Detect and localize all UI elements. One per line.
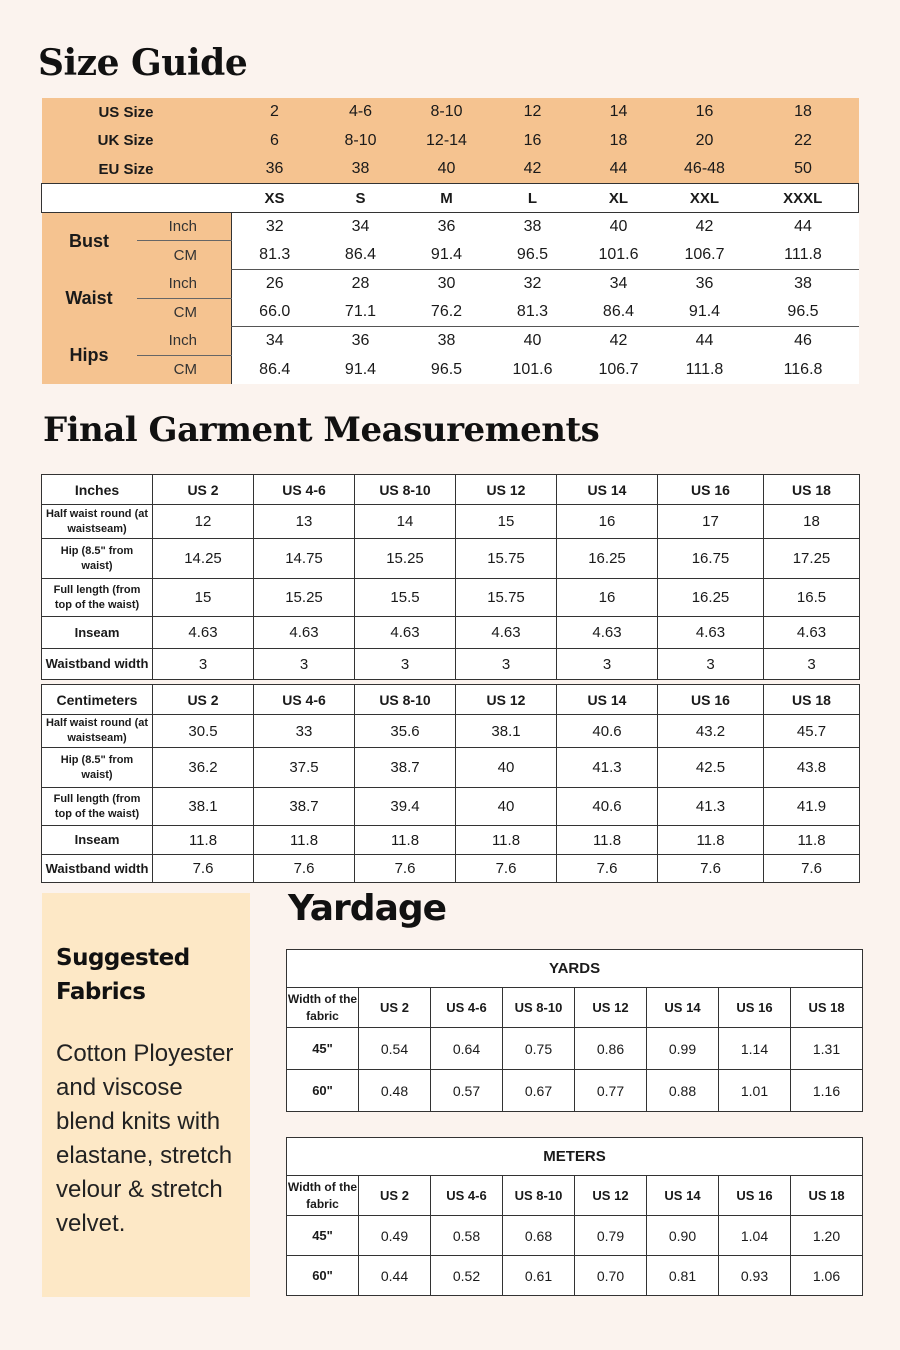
final-garment-centimeters-table <box>41 684 860 883</box>
measurement-value: 11.8 <box>153 826 254 855</box>
letter-size-blank <box>42 184 232 213</box>
yardage-value: 0.99 <box>647 1028 719 1070</box>
garment-measurement-row <box>42 855 860 883</box>
measurement-value: 116.8 <box>748 355 859 384</box>
size-system-label: US Size <box>42 98 232 127</box>
size-value: 44 <box>576 155 662 184</box>
size-header: US 4-6 <box>431 1176 503 1216</box>
size-header: US 8-10 <box>503 988 575 1028</box>
garment-measurement-row <box>42 748 860 788</box>
yardage-value: 0.79 <box>575 1216 647 1256</box>
size-conversion-row <box>42 155 859 184</box>
letter-size: L <box>490 184 576 213</box>
measurement-value: 14.25 <box>153 539 254 579</box>
measurement-value: 11.8 <box>254 826 355 855</box>
fabric-width-header: Width of the fabric <box>287 988 359 1028</box>
unit-label: CM <box>137 298 232 327</box>
measurement-value: 101.6 <box>490 355 576 384</box>
size-header: US 8-10 <box>503 1176 575 1216</box>
measurement-value: 18 <box>764 505 860 539</box>
size-value: 20 <box>662 127 748 156</box>
letter-size: XXL <box>662 184 748 213</box>
yardage-header-row <box>287 1176 863 1216</box>
yardage-value: 0.86 <box>575 1028 647 1070</box>
measurement-label: Full length (from top of the waist) <box>42 788 153 826</box>
size-value: 16 <box>490 127 576 156</box>
measurement-value: 35.6 <box>355 715 456 748</box>
size-header: US 16 <box>658 685 764 715</box>
suggested-fabrics-text: Cotton Ployester and viscose blend knits with elastane, stretch velour & stretch velvet. <box>56 1040 234 1237</box>
yardage-value: 1.16 <box>791 1070 863 1112</box>
yardage-value: 0.68 <box>503 1216 575 1256</box>
unit-label: CM <box>137 241 232 270</box>
measurement-value: 3 <box>355 649 456 680</box>
unit-header: Inches <box>42 475 153 505</box>
measurement-inch-row <box>42 327 859 356</box>
measurement-value: 3 <box>153 649 254 680</box>
measurement-value: 16.25 <box>658 579 764 617</box>
measurement-label: Hip (8.5" from waist) <box>42 539 153 579</box>
measurement-value: 106.7 <box>576 355 662 384</box>
measurement-value: 71.1 <box>318 298 404 327</box>
size-value: 14 <box>576 98 662 127</box>
measurement-cm-row <box>42 355 859 384</box>
size-value: 38 <box>318 155 404 184</box>
size-header: US 4-6 <box>254 475 355 505</box>
measurement-value: 26 <box>232 270 318 299</box>
measurement-value: 41.3 <box>557 748 658 788</box>
measurement-value: 11.8 <box>456 826 557 855</box>
yardage-title-row <box>287 950 863 988</box>
measurement-value: 11.8 <box>764 826 860 855</box>
measurement-value: 38.7 <box>254 788 355 826</box>
measurement-value: 7.6 <box>254 855 355 883</box>
yardage-value: 0.88 <box>647 1070 719 1112</box>
measurement-value: 40 <box>456 748 557 788</box>
yardage-value: 1.06 <box>791 1256 863 1296</box>
final-garment-inches-table <box>41 474 860 680</box>
yardage-value: 0.90 <box>647 1216 719 1256</box>
unit-label: Inch <box>137 212 232 241</box>
measurement-value: 38.7 <box>355 748 456 788</box>
measurement-value: 106.7 <box>662 241 748 270</box>
garment-measurement-row <box>42 617 860 649</box>
garment-measurement-row <box>42 788 860 826</box>
measurement-value: 96.5 <box>490 241 576 270</box>
yardage-row <box>287 1216 863 1256</box>
measurement-value: 15.75 <box>456 539 557 579</box>
measurement-value: 91.4 <box>404 241 490 270</box>
yardage-value: 1.31 <box>791 1028 863 1070</box>
garment-measurement-row <box>42 715 860 748</box>
size-value: 46-48 <box>662 155 748 184</box>
garment-measurement-row <box>42 826 860 855</box>
yardage-value: 0.70 <box>575 1256 647 1296</box>
letter-size: XS <box>232 184 318 213</box>
measurement-value: 43.8 <box>764 748 860 788</box>
measurement-value: 91.4 <box>318 355 404 384</box>
measurement-value: 4.63 <box>658 617 764 649</box>
yardage-row <box>287 1256 863 1296</box>
measurement-value: 4.63 <box>764 617 860 649</box>
size-value: 22 <box>748 127 859 156</box>
size-value: 2 <box>232 98 318 127</box>
size-header: US 14 <box>557 685 658 715</box>
measurement-label: Full length (from top of the waist) <box>42 579 153 617</box>
measurement-value: 86.4 <box>318 241 404 270</box>
size-header: US 2 <box>359 988 431 1028</box>
measurement-value: 17 <box>658 505 764 539</box>
size-header: US 12 <box>575 1176 647 1216</box>
measurement-value: 3 <box>764 649 860 680</box>
unit-label: Inch <box>137 270 232 299</box>
unit-label: CM <box>137 355 232 384</box>
measurement-label: Waistband width <box>42 649 153 680</box>
measurement-value: 16.5 <box>764 579 860 617</box>
size-header: US 8-10 <box>355 475 456 505</box>
measurement-value: 36 <box>404 212 490 241</box>
size-header: US 2 <box>153 685 254 715</box>
measurement-name: Bust <box>42 212 137 269</box>
yardage-value: 1.01 <box>719 1070 791 1112</box>
yardage-value: 0.58 <box>431 1216 503 1256</box>
measurement-value: 33 <box>254 715 355 748</box>
measurement-value: 76.2 <box>404 298 490 327</box>
yardage-unit-title: METERS <box>287 1138 863 1176</box>
measurement-value: 40 <box>490 327 576 356</box>
fabric-width-header: Width of the fabric <box>287 1176 359 1216</box>
measurement-value: 96.5 <box>748 298 859 327</box>
measurement-value: 39.4 <box>355 788 456 826</box>
size-conversion-row <box>42 98 859 127</box>
measurement-label: Inseam <box>42 617 153 649</box>
size-header: US 16 <box>719 988 791 1028</box>
size-guide-title: Size Guide <box>38 42 248 84</box>
measurement-value: 96.5 <box>404 355 490 384</box>
measurement-value: 86.4 <box>232 355 318 384</box>
measurement-value: 36 <box>662 270 748 299</box>
measurement-value: 7.6 <box>456 855 557 883</box>
measurement-cm-row <box>42 298 859 327</box>
yardage-yards-table <box>286 949 863 1112</box>
size-system-label: EU Size <box>42 155 232 184</box>
suggested-fabrics-title: Suggested Fabrics <box>56 945 190 1005</box>
measurement-value: 7.6 <box>557 855 658 883</box>
measurement-value: 16.75 <box>658 539 764 579</box>
measurement-label: Inseam <box>42 826 153 855</box>
measurement-value: 16.25 <box>557 539 658 579</box>
measurement-label: Hip (8.5" from waist) <box>42 748 153 788</box>
letter-size: S <box>318 184 404 213</box>
measurement-value: 32 <box>232 212 318 241</box>
measurement-value: 15.75 <box>456 579 557 617</box>
yardage-value: 0.75 <box>503 1028 575 1070</box>
measurement-value: 4.63 <box>557 617 658 649</box>
garment-measurement-row <box>42 649 860 680</box>
size-value: 40 <box>404 155 490 184</box>
size-header: US 14 <box>647 988 719 1028</box>
size-header: US 4-6 <box>254 685 355 715</box>
measurement-value: 38 <box>404 327 490 356</box>
measurement-value: 66.0 <box>232 298 318 327</box>
yardage-value: 0.81 <box>647 1256 719 1296</box>
measurement-value: 34 <box>318 212 404 241</box>
measurement-value: 34 <box>232 327 318 356</box>
letter-size: M <box>404 184 490 213</box>
measurement-value: 81.3 <box>232 241 318 270</box>
size-header: US 16 <box>658 475 764 505</box>
fabric-width-value: 60" <box>287 1256 359 1296</box>
measurement-value: 16 <box>557 579 658 617</box>
measurement-value: 11.8 <box>658 826 764 855</box>
size-value: 8-10 <box>318 127 404 156</box>
garment-measurement-row <box>42 539 860 579</box>
measurement-value: 36.2 <box>153 748 254 788</box>
size-value: 4-6 <box>318 98 404 127</box>
yardage-value: 0.57 <box>431 1070 503 1112</box>
measurement-name: Hips <box>42 327 137 384</box>
measurement-value: 30 <box>404 270 490 299</box>
size-value: 18 <box>748 98 859 127</box>
yardage-title-row <box>287 1138 863 1176</box>
yardage-header-row <box>287 988 863 1028</box>
measurement-value: 14 <box>355 505 456 539</box>
garment-measurement-row <box>42 579 860 617</box>
letter-size: XL <box>576 184 662 213</box>
measurement-value: 4.63 <box>456 617 557 649</box>
measurement-value: 16 <box>557 505 658 539</box>
measurement-value: 38 <box>748 270 859 299</box>
yardage-value: 1.20 <box>791 1216 863 1256</box>
yardage-unit-title: YARDS <box>287 950 863 988</box>
size-header: US 18 <box>791 988 863 1028</box>
measurement-value: 111.8 <box>662 355 748 384</box>
measurement-value: 34 <box>576 270 662 299</box>
size-system-label: UK Size <box>42 127 232 156</box>
measurement-value: 101.6 <box>576 241 662 270</box>
measurement-value: 111.8 <box>748 241 859 270</box>
measurement-value: 42 <box>662 212 748 241</box>
size-value: 36 <box>232 155 318 184</box>
measurement-value: 43.2 <box>658 715 764 748</box>
measurement-value: 32 <box>490 270 576 299</box>
size-header: US 18 <box>791 1176 863 1216</box>
yardage-value: 0.49 <box>359 1216 431 1256</box>
final-garment-title: Final Garment Measurements <box>43 410 600 450</box>
size-value: 18 <box>576 127 662 156</box>
fabric-width-value: 60" <box>287 1070 359 1112</box>
size-header: US 14 <box>557 475 658 505</box>
yardage-value: 0.77 <box>575 1070 647 1112</box>
measurement-value: 13 <box>254 505 355 539</box>
size-value: 8-10 <box>404 98 490 127</box>
size-value: 12 <box>490 98 576 127</box>
measurement-value: 15 <box>456 505 557 539</box>
size-header: US 18 <box>764 475 860 505</box>
yardage-row <box>287 1070 863 1112</box>
measurement-value: 11.8 <box>355 826 456 855</box>
measurement-value: 42.5 <box>658 748 764 788</box>
measurement-value: 41.9 <box>764 788 860 826</box>
measurement-value: 4.63 <box>254 617 355 649</box>
measurement-value: 15.25 <box>355 539 456 579</box>
measurement-value: 86.4 <box>576 298 662 327</box>
size-header: US 12 <box>575 988 647 1028</box>
unit-header: Centimeters <box>42 685 153 715</box>
measurement-value: 38.1 <box>456 715 557 748</box>
measurement-value: 42 <box>576 327 662 356</box>
yardage-value: 0.93 <box>719 1256 791 1296</box>
unit-label: Inch <box>137 327 232 356</box>
yardage-value: 0.52 <box>431 1256 503 1296</box>
size-value: 6 <box>232 127 318 156</box>
yardage-value: 0.44 <box>359 1256 431 1296</box>
measurement-value: 44 <box>662 327 748 356</box>
letter-size-row <box>42 184 859 213</box>
measurement-label: Half waist round (at waistseam) <box>42 505 153 539</box>
size-header: US 4-6 <box>431 988 503 1028</box>
size-header: US 12 <box>456 685 557 715</box>
size-header: US 16 <box>719 1176 791 1216</box>
measurement-value: 46 <box>748 327 859 356</box>
measurement-value: 15.25 <box>254 579 355 617</box>
yardage-value: 0.67 <box>503 1070 575 1112</box>
measurement-value: 3 <box>254 649 355 680</box>
measurement-value: 3 <box>557 649 658 680</box>
yardage-value: 0.48 <box>359 1070 431 1112</box>
measurement-value: 81.3 <box>490 298 576 327</box>
measurement-value: 38 <box>490 212 576 241</box>
measurement-label: Half waist round (at waistseam) <box>42 715 153 748</box>
measurement-value: 17.25 <box>764 539 860 579</box>
measurement-value: 28 <box>318 270 404 299</box>
yardage-meters-table <box>286 1137 863 1296</box>
measurement-value: 38.1 <box>153 788 254 826</box>
measurement-value: 91.4 <box>662 298 748 327</box>
measurement-value: 3 <box>456 649 557 680</box>
measurement-value: 7.6 <box>355 855 456 883</box>
measurement-value: 30.5 <box>153 715 254 748</box>
garment-measurement-row <box>42 505 860 539</box>
yardage-title: Yardage <box>288 888 447 929</box>
measurement-cm-row <box>42 241 859 270</box>
suggested-fabrics-panel <box>42 893 250 1297</box>
measurement-inch-row <box>42 212 859 241</box>
size-value: 42 <box>490 155 576 184</box>
measurement-value: 7.6 <box>764 855 860 883</box>
measurement-label: Waistband width <box>42 855 153 883</box>
measurement-value: 40.6 <box>557 788 658 826</box>
measurement-value: 36 <box>318 327 404 356</box>
yardage-value: 1.14 <box>719 1028 791 1070</box>
size-conversion-row <box>42 127 859 156</box>
measurement-value: 44 <box>748 212 859 241</box>
garment-header-row <box>42 475 860 505</box>
measurement-value: 40.6 <box>557 715 658 748</box>
garment-header-row <box>42 685 860 715</box>
size-value: 16 <box>662 98 748 127</box>
measurement-value: 11.8 <box>557 826 658 855</box>
measurement-value: 4.63 <box>153 617 254 649</box>
measurement-value: 40 <box>576 212 662 241</box>
yardage-value: 0.64 <box>431 1028 503 1070</box>
letter-size: XXXL <box>748 184 859 213</box>
measurement-value: 7.6 <box>658 855 764 883</box>
size-value: 12-14 <box>404 127 490 156</box>
size-header: US 18 <box>764 685 860 715</box>
measurement-value: 7.6 <box>153 855 254 883</box>
yardage-row <box>287 1028 863 1070</box>
measurement-value: 37.5 <box>254 748 355 788</box>
measurement-value: 40 <box>456 788 557 826</box>
yardage-value: 0.61 <box>503 1256 575 1296</box>
size-value: 50 <box>748 155 859 184</box>
size-header: US 12 <box>456 475 557 505</box>
measurement-value: 15 <box>153 579 254 617</box>
measurement-value: 4.63 <box>355 617 456 649</box>
size-header: US 14 <box>647 1176 719 1216</box>
measurement-value: 41.3 <box>658 788 764 826</box>
fabric-width-value: 45" <box>287 1028 359 1070</box>
size-header: US 2 <box>359 1176 431 1216</box>
measurement-value: 3 <box>658 649 764 680</box>
size-header: US 8-10 <box>355 685 456 715</box>
yardage-value: 0.54 <box>359 1028 431 1070</box>
measurement-value: 14.75 <box>254 539 355 579</box>
measurement-value: 15.5 <box>355 579 456 617</box>
yardage-value: 1.04 <box>719 1216 791 1256</box>
measurement-value: 45.7 <box>764 715 860 748</box>
fabric-width-value: 45" <box>287 1216 359 1256</box>
measurement-inch-row <box>42 270 859 299</box>
measurement-name: Waist <box>42 270 137 327</box>
size-guide-table <box>41 98 859 384</box>
size-header: US 2 <box>153 475 254 505</box>
measurement-value: 12 <box>153 505 254 539</box>
